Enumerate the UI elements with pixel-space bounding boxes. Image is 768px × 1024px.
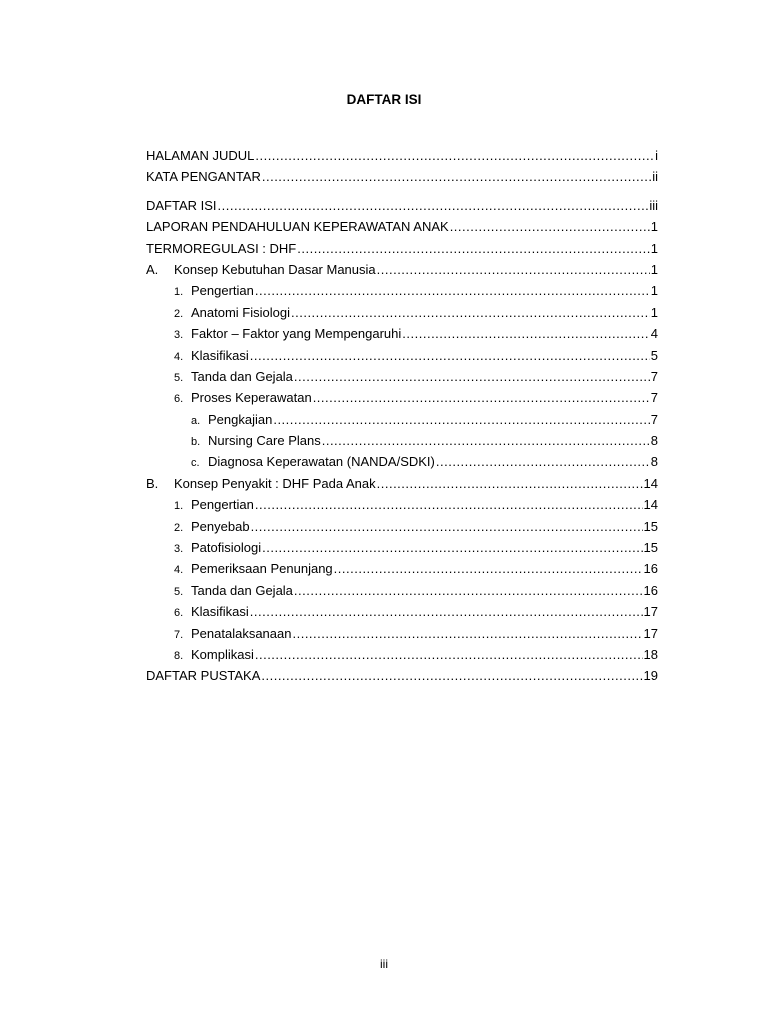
toc-entry bbox=[146, 195, 658, 216]
toc-entry-title: Tanda dan Gejala bbox=[191, 368, 293, 384]
toc-entry-page: ii bbox=[652, 169, 658, 185]
toc-entry-marker: B. bbox=[146, 475, 159, 491]
toc-entry bbox=[146, 494, 658, 515]
toc-entry-marker: 7. bbox=[174, 628, 184, 641]
toc-entry-page: 8 bbox=[650, 454, 658, 470]
dot-leader bbox=[261, 665, 642, 686]
toc-entry-title: Diagnosa Keperawatan (NANDA/SDKI) bbox=[208, 454, 435, 470]
dot-leader bbox=[297, 238, 650, 259]
toc-entry-marker: 4. bbox=[174, 564, 184, 577]
toc-entry bbox=[146, 238, 658, 259]
toc-entry-title: Pengertian bbox=[191, 497, 254, 513]
dot-leader bbox=[377, 259, 650, 280]
toc-entry bbox=[146, 451, 658, 472]
toc-entry-marker: 3. bbox=[174, 543, 184, 556]
toc-entry-page: 1 bbox=[650, 261, 658, 277]
toc-entry bbox=[146, 387, 658, 408]
toc-entry-page: i bbox=[655, 148, 658, 163]
toc-entry bbox=[146, 216, 658, 237]
toc-entry-title: Klasifikasi bbox=[191, 347, 249, 363]
toc-entry bbox=[146, 665, 658, 686]
toc-entry-marker: A. bbox=[146, 261, 159, 277]
toc-entry-title: Penyebab bbox=[191, 518, 250, 534]
toc-entry-page: 1 bbox=[650, 283, 658, 299]
toc-entry-page: 15 bbox=[643, 518, 658, 534]
toc-entry-title: Klasifikasi bbox=[191, 604, 249, 620]
toc-entry-marker: b. bbox=[191, 436, 201, 449]
toc-entry-page: 15 bbox=[643, 540, 658, 556]
toc-entry-marker: 8. bbox=[174, 649, 184, 662]
toc-entry-title: Pengkajian bbox=[208, 411, 273, 427]
toc-entry bbox=[146, 580, 658, 601]
toc-entry-page: 16 bbox=[643, 582, 658, 598]
table-of-contents bbox=[146, 145, 658, 687]
toc-entry-page: 17 bbox=[643, 604, 658, 620]
toc-entry-title: Komplikasi bbox=[191, 646, 254, 662]
toc-entry-title: DAFTAR PUSTAKA bbox=[146, 668, 261, 684]
toc-entry-page: 8 bbox=[650, 433, 658, 449]
toc-entry bbox=[146, 166, 658, 187]
toc-entry-page: 7 bbox=[650, 411, 658, 427]
toc-entry-page: 7 bbox=[650, 390, 658, 406]
toc-entry-marker: 1. bbox=[174, 500, 184, 513]
toc-entry-page: 1 bbox=[650, 304, 658, 320]
dot-leader bbox=[255, 494, 643, 515]
toc-entry-title: Faktor – Faktor yang Mempengaruhi bbox=[191, 326, 402, 342]
toc-entry-marker: 4. bbox=[174, 350, 184, 363]
toc-entry-marker: 1. bbox=[174, 286, 184, 299]
toc-entry bbox=[146, 302, 658, 323]
toc-entry bbox=[146, 644, 658, 665]
toc-entry-page: 1 bbox=[650, 240, 658, 256]
page-number: iii bbox=[380, 957, 388, 971]
dot-leader bbox=[294, 580, 643, 601]
dot-leader bbox=[294, 366, 650, 387]
toc-entry bbox=[146, 259, 658, 280]
toc-entry-marker: 6. bbox=[174, 393, 184, 406]
toc-entry bbox=[146, 516, 658, 537]
toc-entry-title: Penatalaksanaan bbox=[191, 625, 292, 641]
toc-entry-title: LAPORAN PENDAHULUAN KEPERAWATAN ANAK bbox=[146, 219, 449, 235]
dot-leader bbox=[291, 302, 650, 323]
dot-leader bbox=[436, 451, 650, 472]
toc-entry bbox=[146, 409, 658, 430]
dot-leader bbox=[255, 280, 650, 301]
toc-entry bbox=[146, 345, 658, 366]
toc-entry bbox=[146, 473, 658, 494]
toc-entry-page: 7 bbox=[650, 368, 658, 384]
toc-entry-page: 14 bbox=[643, 475, 658, 491]
dot-leader bbox=[273, 409, 649, 430]
toc-entry bbox=[146, 323, 658, 344]
dot-leader bbox=[322, 430, 650, 451]
toc-entry-title: Nursing Care Plans bbox=[208, 433, 321, 449]
toc-entry-marker: 6. bbox=[174, 607, 184, 620]
dot-leader bbox=[450, 216, 650, 237]
toc-entry bbox=[146, 601, 658, 622]
dot-leader bbox=[292, 623, 642, 644]
page-title: DAFTAR ISI bbox=[346, 92, 422, 107]
toc-entry-page: 19 bbox=[643, 668, 658, 684]
toc-entry bbox=[146, 145, 658, 166]
toc-entry-page: 17 bbox=[643, 625, 658, 641]
toc-entry-marker: c. bbox=[191, 457, 200, 470]
dot-leader bbox=[218, 195, 649, 216]
toc-entry-title: Pengertian bbox=[191, 283, 254, 299]
toc-entry-marker: 2. bbox=[174, 307, 184, 320]
dot-leader bbox=[262, 537, 642, 558]
toc-entry-marker: 5. bbox=[174, 371, 184, 384]
toc-entry-title: Pemeriksaan Penunjang bbox=[191, 561, 333, 577]
dot-leader bbox=[255, 145, 654, 166]
dot-leader bbox=[251, 516, 643, 537]
toc-entry bbox=[146, 430, 658, 451]
toc-entry bbox=[146, 366, 658, 387]
toc-entry-marker: a. bbox=[191, 414, 201, 427]
dot-leader bbox=[250, 601, 643, 622]
toc-entry-page: 14 bbox=[643, 497, 658, 513]
toc-entry bbox=[146, 558, 658, 579]
toc-entry-title: Proses Keperawatan bbox=[191, 390, 312, 406]
toc-entry-page: 16 bbox=[643, 561, 658, 577]
toc-entry-page: 5 bbox=[650, 347, 658, 363]
toc-entry-page: 1 bbox=[650, 219, 658, 235]
toc-entry-title: Tanda dan Gejala bbox=[191, 582, 293, 598]
dot-leader bbox=[377, 473, 643, 494]
toc-entry-title: KATA PENGANTAR bbox=[146, 169, 261, 185]
toc-entry-title: Konsep Kebutuhan Dasar Manusia bbox=[174, 261, 376, 277]
toc-entry-title: HALAMAN JUDUL bbox=[146, 148, 255, 163]
toc-entry-page: iii bbox=[649, 197, 658, 213]
dot-leader bbox=[334, 558, 643, 579]
dot-leader bbox=[402, 323, 649, 344]
toc-entry-title: Konsep Penyakit : DHF Pada Anak bbox=[174, 475, 376, 491]
toc-entry-marker: 3. bbox=[174, 329, 184, 342]
toc-entry bbox=[146, 280, 658, 301]
toc-entry-marker: 2. bbox=[174, 521, 184, 534]
toc-entry-page: 4 bbox=[650, 326, 658, 342]
dot-leader bbox=[262, 166, 651, 187]
toc-entry-title: DAFTAR ISI bbox=[146, 197, 217, 213]
dot-leader bbox=[313, 387, 650, 408]
toc-entry-page: 18 bbox=[643, 646, 658, 662]
toc-entry bbox=[146, 623, 658, 644]
dot-leader bbox=[250, 345, 650, 366]
toc-entry-title: TERMOREGULASI : DHF bbox=[146, 240, 297, 256]
toc-entry-title: Patofisiologi bbox=[191, 540, 262, 556]
toc-entry-title: Anatomi Fisiologi bbox=[191, 304, 290, 320]
toc-entry bbox=[146, 537, 658, 558]
toc-entry-marker: 5. bbox=[174, 585, 184, 598]
dot-leader bbox=[255, 644, 643, 665]
